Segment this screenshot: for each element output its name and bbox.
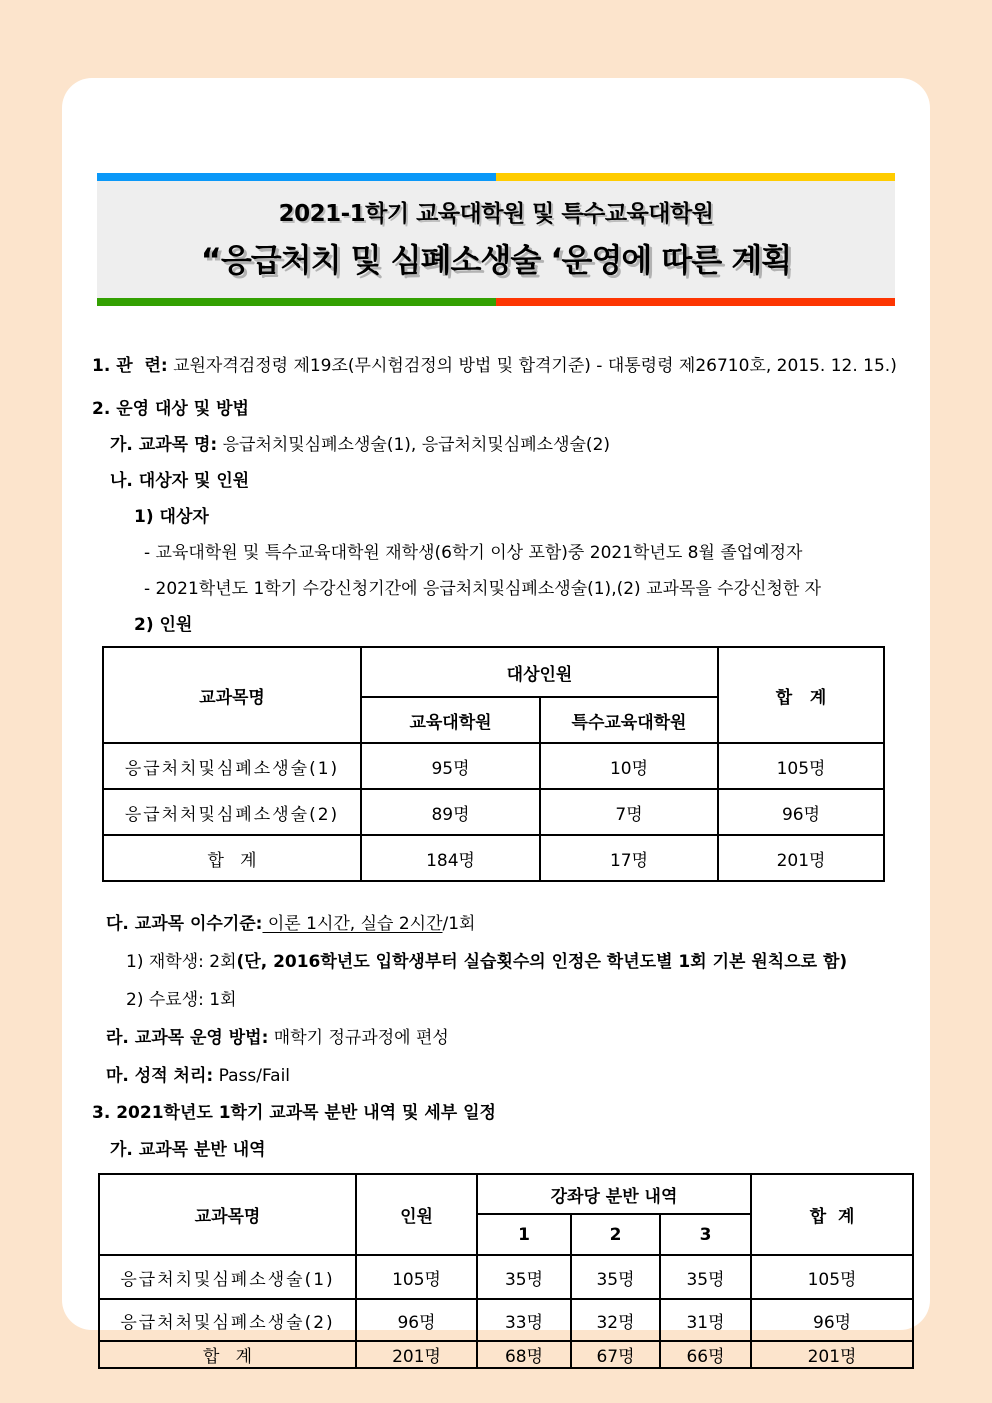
section-2c-criteria: [92, 914, 906, 935]
cell-section-3: 66명: [660, 1341, 751, 1368]
section-2a-label: 가. 교과목 명:: [110, 435, 218, 455]
section-2e-text: Pass/Fail: [213, 1066, 291, 1086]
cell-count: 201명: [356, 1341, 477, 1368]
cell-section-2: 35명: [571, 1255, 660, 1299]
header-cell-subject: 교과목명: [99, 1174, 356, 1255]
section-2b1-item-1: - 교육대학원 및 특수교육대학원 재학생(6학기 이상 포함)중 2021학년도 8월 졸업예정자: [144, 543, 803, 563]
cell-total: 96명: [751, 1299, 913, 1341]
banner-bottom-bar-green: [97, 298, 496, 306]
cell-count: 105명: [356, 1255, 477, 1299]
cell-subject: 응급처처및심폐소생술(2): [99, 1299, 356, 1341]
section-2c1-enrolled: [92, 952, 906, 973]
table-header-row: [103, 647, 884, 697]
section-2-heading: 2. 운영 대상 및 방법: [92, 399, 249, 419]
section-2a-subjects: [92, 435, 906, 456]
header-cell-count: 인원: [356, 1174, 477, 1255]
banner-top-bar-blue: [97, 173, 496, 181]
cell-subject: 응급처치및심폐소생술(1): [99, 1255, 356, 1299]
header-cell-total: 합 계: [751, 1174, 913, 1255]
section-1-text: 교원자격검정령 제19조(무시험검정의 방법 및 합격기준) - 대통령령 제26710호, 2015. 12. 15.): [167, 356, 897, 376]
cell-subject: 합 계: [103, 835, 361, 881]
banner-bottom-bar: [97, 298, 895, 306]
section-3-heading: 3. 2021학년도 1학기 교과목 분반 내역 및 세부 일정: [92, 1103, 496, 1123]
table-header-row: [99, 1174, 913, 1214]
section-1-label: 1. 관 련:: [92, 356, 168, 376]
section-2c-label: 다. 교과목 이수기준:: [106, 914, 263, 934]
cell-section-3: 31명: [660, 1299, 751, 1341]
cell-subject: 응급처치및심폐소생술(1): [103, 743, 361, 789]
cell-grad-count: 184명: [361, 835, 540, 881]
header-cell-section-3: 3: [660, 1214, 751, 1255]
course-sections-table: [98, 1173, 914, 1369]
cell-special-count: 10명: [540, 743, 718, 789]
section-2c-underlined: 이론 1시간, 실습 2시간: [262, 914, 443, 934]
header-cell-special-grad-school: 특수교육대학원: [540, 697, 718, 743]
cell-section-1: 68명: [477, 1341, 571, 1368]
cell-section-1: 35명: [477, 1255, 571, 1299]
header-cell-section-1: 1: [477, 1214, 571, 1255]
cell-special-count: 7명: [540, 789, 718, 835]
target-headcount-table: [102, 646, 885, 882]
section-2b2-heading: 2) 인원: [134, 615, 193, 635]
page-subtitle: 2021-1학기 교육대학원 및 특수교육대학원: [278, 201, 714, 227]
section-2d-text: 매학기 정규과정에 편성: [268, 1028, 449, 1048]
banner-bottom-bar-red: [496, 298, 895, 306]
header-cell-grad-school: 교육대학원: [361, 697, 540, 743]
table-row: [103, 789, 884, 835]
cell-total: 201명: [751, 1341, 913, 1368]
table-total-row: [103, 835, 884, 881]
cell-subject: 응급처처및심폐소생술(2): [103, 789, 361, 835]
header-cell-section-2: 2: [571, 1214, 660, 1255]
title-banner: [97, 173, 895, 306]
section-1-related: [92, 356, 906, 377]
header-cell-sections: 강좌당 분반 내역: [477, 1174, 751, 1214]
section-2c2-completed: 2) 수료생: 1회: [126, 990, 237, 1010]
section-2e-label: 마. 성적 처리:: [106, 1066, 214, 1086]
cell-section-1: 33명: [477, 1299, 571, 1341]
section-2a-text: 응급처치및심폐소생술(1), 응급처치및심폐소생술(2): [217, 435, 611, 455]
header-cell-target-group: 대상인원: [361, 647, 718, 697]
header-cell-total: 합 계: [718, 647, 884, 743]
section-2c1-note: (단, 2016학년도 입학생부터 실습횟수의 인정은 학년도별 1회 기본 원칙으로 함): [236, 952, 848, 972]
banner-top-bar-yellow: [496, 173, 895, 181]
banner-top-bar: [97, 173, 895, 181]
page-title: “응급처치 및 심폐소생술 ‘운영에 따른 계획: [200, 241, 792, 279]
section-2d-label: 라. 교과목 운영 방법:: [106, 1028, 269, 1048]
header-cell-subject: 교과목명: [103, 647, 361, 743]
cell-subject: 합 계: [99, 1341, 356, 1368]
section-3a-heading: 가. 교과목 분반 내역: [110, 1140, 266, 1160]
cell-count: 96명: [356, 1299, 477, 1341]
section-2b1-item-2: - 2021학년도 1학기 수강신청기간에 응급처치및심폐소생술(1),(2) 교과목을 수강신청한 자: [144, 579, 822, 599]
section-2b-heading: 나. 대상자 및 인원: [110, 471, 250, 491]
section-2d-operation: [92, 1028, 906, 1049]
section-2c-suffix: /1회: [442, 914, 476, 934]
cell-section-2: 67명: [571, 1341, 660, 1368]
cell-special-count: 17명: [540, 835, 718, 881]
cell-total: 96명: [718, 789, 884, 835]
document-body: [62, 306, 930, 1369]
table-row: [99, 1255, 913, 1299]
cell-grad-count: 95명: [361, 743, 540, 789]
section-2b1-heading: 1) 대상자: [134, 507, 209, 527]
section-2e-grading: [92, 1066, 906, 1087]
cell-total: 105명: [751, 1255, 913, 1299]
document-page: [62, 78, 930, 1367]
table-row: [103, 743, 884, 789]
cell-section-3: 35명: [660, 1255, 751, 1299]
cell-section-2: 32명: [571, 1299, 660, 1341]
cell-total: 105명: [718, 743, 884, 789]
banner-panel: [97, 181, 895, 298]
cell-total: 201명: [718, 835, 884, 881]
table-total-row: [99, 1341, 913, 1368]
section-2c1-prefix: 1) 재학생: 2회: [126, 952, 237, 972]
table-row: [99, 1299, 913, 1341]
cell-grad-count: 89명: [361, 789, 540, 835]
